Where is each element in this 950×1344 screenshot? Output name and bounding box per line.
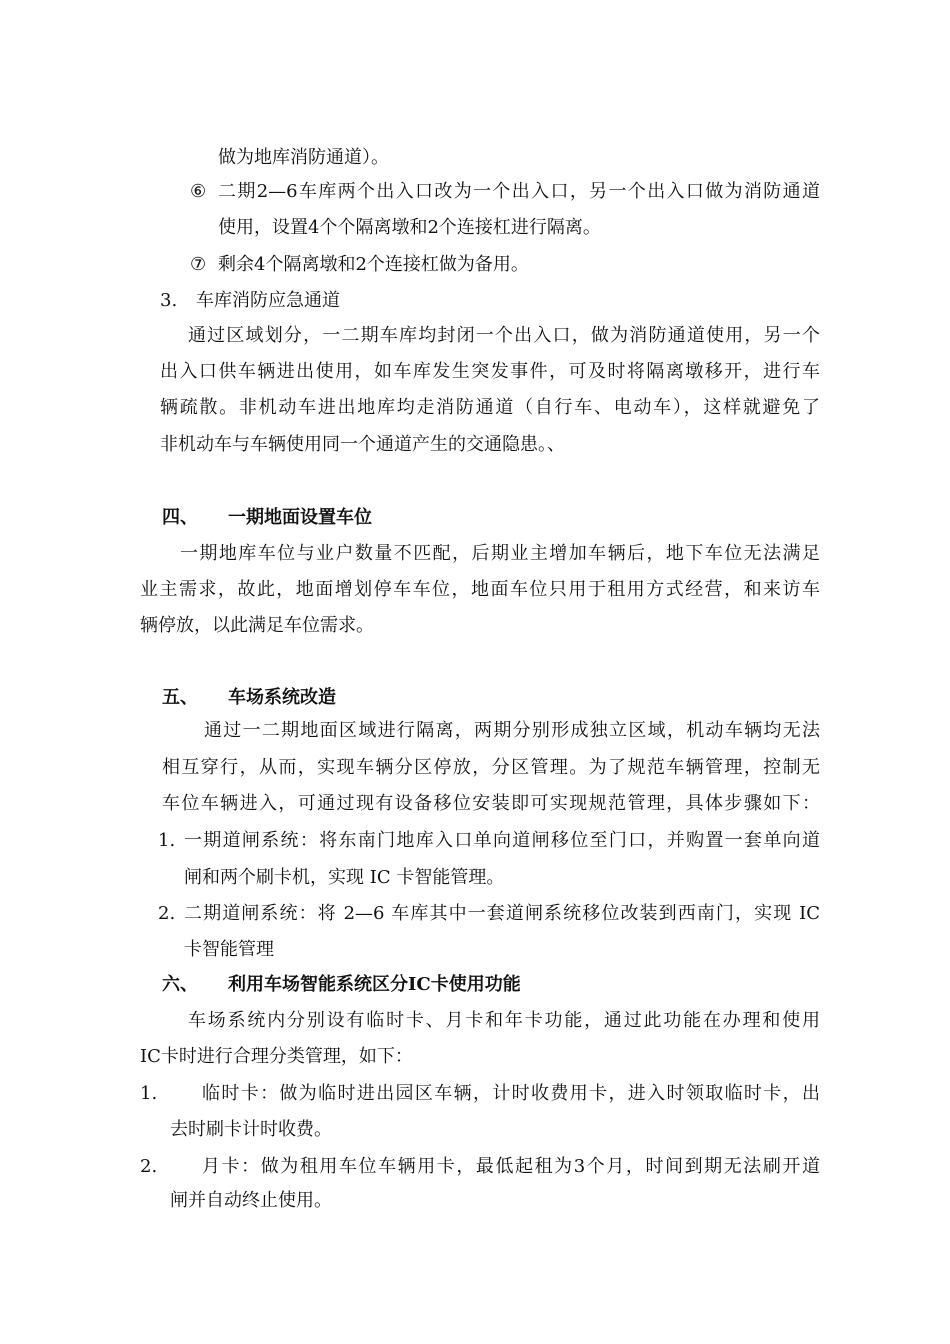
fire-para-line3: 辆疏散。非机动车进出地库均走消防通道（自行车、电动车），这样就避免了 [160,397,820,418]
sub3-marker: 3. [160,290,178,311]
section5-heading: 车场系统改造 [228,687,336,708]
section4-line1: 一期地库车位与业户数量不匹配，后期业主增加车辆后，地下车位无法满足 [180,543,820,564]
sub3-title: 车库消防应急通道 [196,290,340,311]
section6-line1: 车场系统内分别设有临时卡、月卡和年卡功能，通过此功能在办理和使用 [188,1010,820,1031]
section6-item2-line1: 月卡：做为租用车位车辆用卡，最低起租为3个月，时间到期无法刷开道 [202,1156,820,1177]
section4-heading: 一期地面设置车位 [228,507,372,528]
section5-item2-marker: 2. [158,903,176,924]
section6-item1-line1: 临时卡：做为临时进出园区车辆，计时收费用卡，进入时领取临时卡，出 [202,1083,820,1104]
fire-para-line4: 非机动车与车辆使用同一个通道产生的交通隐患。、 [160,434,565,455]
section5-line1: 通过一二期地面区域进行隔离，两期分别形成独立区域，机动车辆均无法 [204,720,820,741]
section6-line2: IC卡时进行合理分类管理，如下： [140,1046,413,1067]
section6-number: 六、 [162,974,198,995]
section6-item2-line2: 闸并自动终止使用。 [170,1190,332,1211]
item6-marker: ⑥ [190,181,207,202]
section6-heading: 利用车场智能系统区分IC卡使用功能 [228,974,521,995]
section4-line2: 业主需求，故此，地面增划停车车位，地面车位只用于租用方式经营，和来访车 [140,579,820,600]
item6-line1: 二期2—6车库两个出入口改为一个出入口，另一个出入口做为消防通道 [218,181,820,202]
section5-item1-line1: 一期道闸系统：将东南门地库入口单向道闸移位至门口，并购置一套单向道 [184,830,820,851]
section5-item1-marker: 1. [158,830,176,851]
section6-item1-marker: 1. [140,1083,158,1104]
section4-line3: 辆停放，以此满足车位需求。 [140,615,374,636]
section6-item1-line2: 去时刷卡计时收费。 [170,1119,332,1140]
section5-item1-line2: 闸和两个刷卡机，实现 IC 卡智能管理。 [184,867,505,888]
fire-para-line2: 出入口供车辆进出使用，如车库发生突发事件，可及时将隔离墩移开，进行车 [160,361,820,382]
section6-item2-marker: 2. [140,1156,158,1177]
fire-para-line1: 通过区域划分，一二期车库均封闭一个出入口，做为消防通道使用，另一个 [188,325,820,346]
section5-item2-line1: 二期道闸系统：将 2—6 车库其中一套道闸系统移位改装到西南门，实现 IC [184,903,820,924]
section4-number: 四、 [162,507,198,528]
section5-line3: 车位车辆进入，可通过现有设备移位安装即可实现规范管理，具体步骤如下： [162,793,820,814]
section5-item2-line2: 卡智能管理 [184,939,274,960]
section5-number: 五、 [162,687,198,708]
section5-line2: 相互穿行，从而，实现车辆分区停放，分区管理。为了规范车辆管理，控制无 [162,757,820,778]
item7-text: 剩余4个隔离墩和2个连接杠做为备用。 [218,254,529,275]
item7-marker: ⑦ [190,254,207,275]
item5-tail: 做为地库消防通道）。 [218,147,389,168]
item6-line2: 使用，设置4个个隔离墩和2个连接杠进行隔离。 [218,217,601,238]
